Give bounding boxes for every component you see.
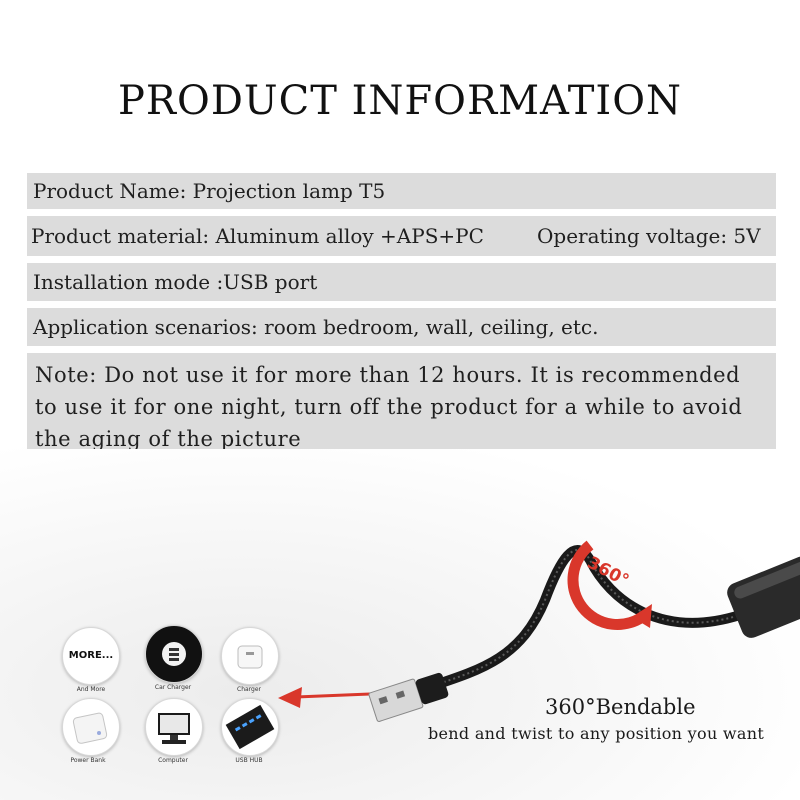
- note-text: Note: Do not use it for more than 12 hours. It is recommended to use it for one night, turn off the product for a while to avoid the aging of the picture: [35, 363, 743, 449]
- device-label-charger: Charger: [237, 686, 261, 693]
- application-scenarios-text: Application scenarios: room bedroom, wall, ceiling, etc.: [33, 315, 599, 339]
- device-label-power-bank: Power Bank: [70, 757, 106, 764]
- more-badge: MORE...: [68, 650, 114, 661]
- bendable-title: 360°Bendable: [545, 695, 696, 719]
- red-arrow-icon: [278, 687, 370, 708]
- rotation-badge-text: 360°: [583, 552, 633, 592]
- page-title: PRODUCT INFORMATION: [118, 78, 682, 124]
- device-label-usb-hub: USB HUB: [235, 757, 263, 764]
- usb-plug: [368, 670, 450, 722]
- device-label-car-charger: Car Charger: [154, 684, 192, 691]
- device-label-and-more: And More: [76, 686, 106, 693]
- lamp-body: [724, 553, 800, 640]
- device-label-computer: Computer: [158, 757, 188, 764]
- product-name-text: Product Name: Projection lamp T5: [33, 179, 386, 203]
- cable: [420, 550, 740, 690]
- installation-mode-text: Installation mode :USB port: [33, 270, 318, 294]
- operating-voltage-text: Operating voltage: 5V: [537, 224, 761, 248]
- product-material-text: Product material: Aluminum alloy +APS+PC: [31, 224, 484, 248]
- bendable-subtitle: bend and twist to any position you want: [428, 724, 765, 743]
